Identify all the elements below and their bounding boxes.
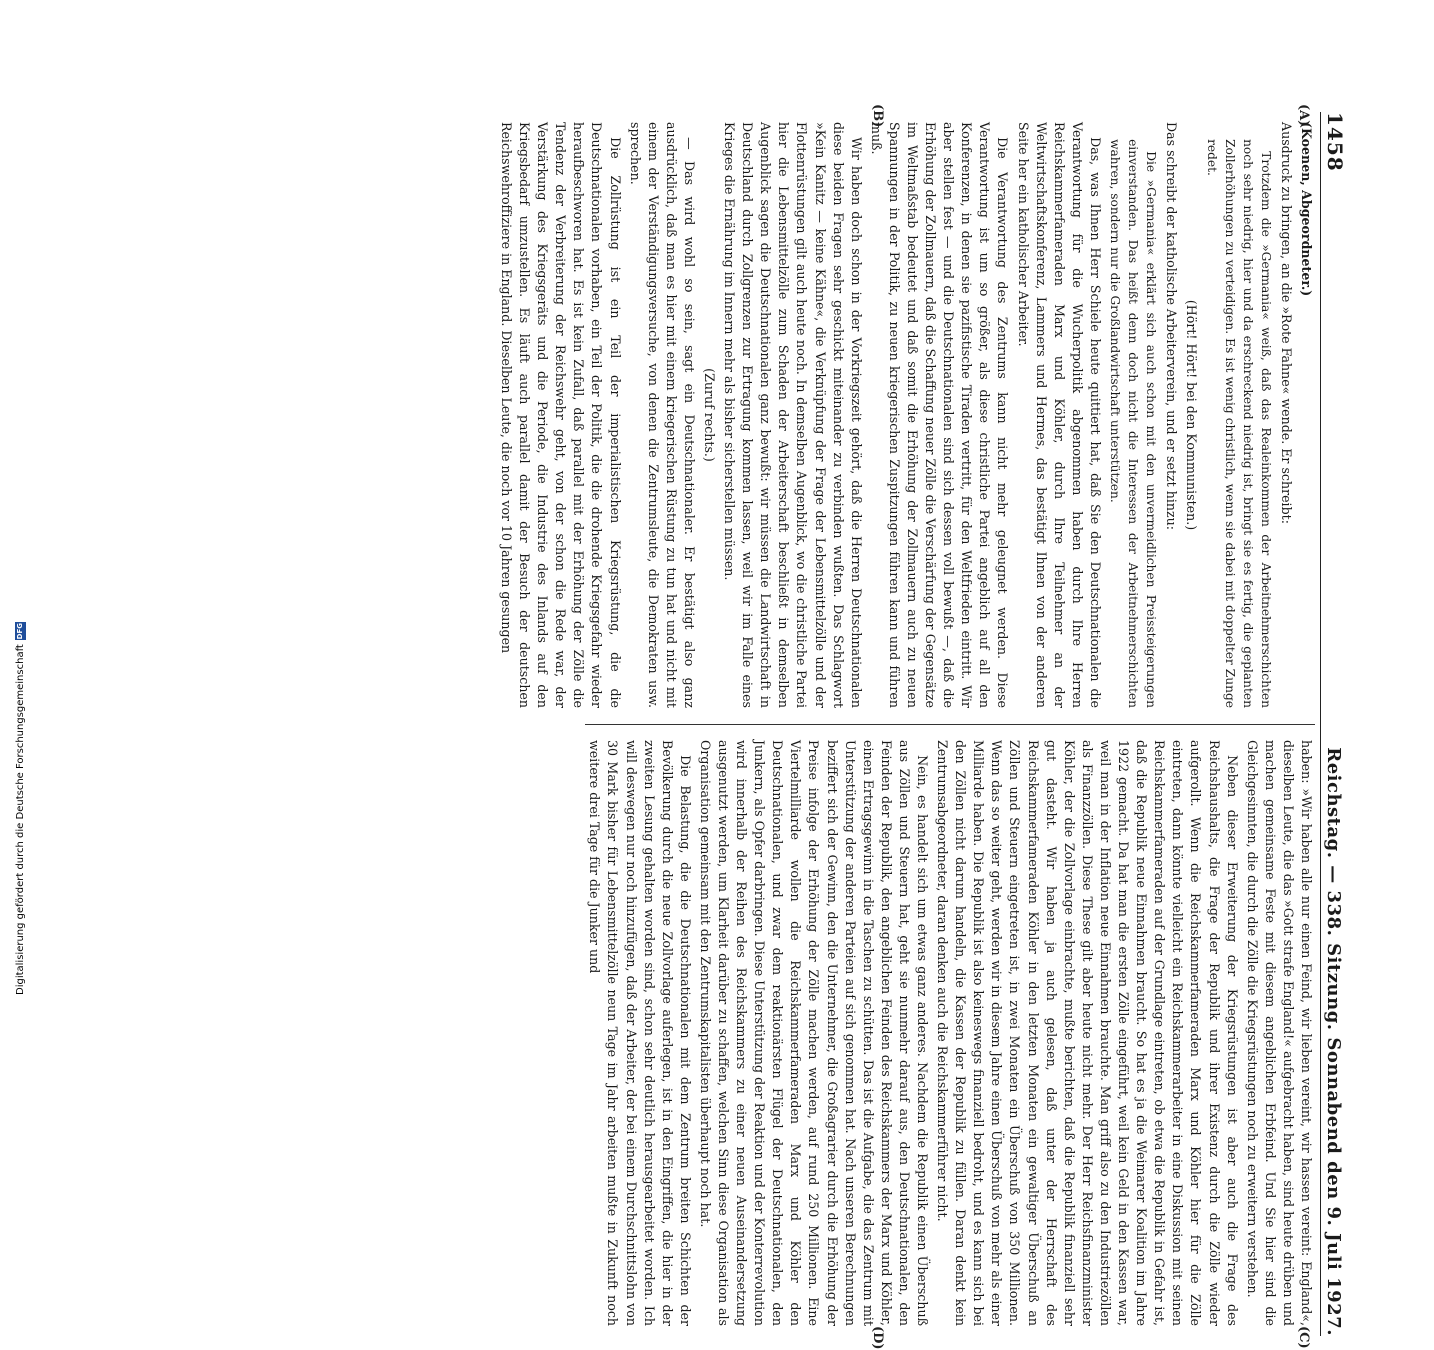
paragraph: Die Zollrüstung ist ein Teil der imperialistischen Kriegsrüstung, die die Deutschnationalen vorhaben, ein Teil der Politik, die die drohende Kriegsgefahr wieder heraufbeschworen hat. Es ist kein Zufall, daß parallel mit der Erhöhung der Zölle die Tendenz der Verbreiterung der Reichswehr geht, von der schon die Rede war, der Verstärkung des Kriegsgeräts und die Periode, die Industrie des Inlands auf den Kriegsbedarf umzustellen. Es läuft auch parallel damit der Besuch der deutschen Reichswehroffiziere in England. Dieselben Leute, die noch vor 10 Jahren gesungen <box>498 122 623 708</box>
paragraph: haben: »Wir haben alle nur einen Feind, wir lieben vereint, wir hassen vereint: England«, dieselben Leute, die das »Gott strafe England!« aufgebracht haben, sind heute drüben und machen gemeinsame Feste mit diesem angeblichen Erbfeind. Und Sie hier sind die Gleichgesinnten, die durch die Zölle die Kriegsrüstungen noch zu erweitern verstehen. <box>1244 740 1314 1326</box>
paragraph: Nein, es handelt sich um etwas ganz anderes. Nachdem die Republik einen Überschuß aus Zöllen und Steuern hat, geht sie nunmehr darauf aus, den Deutschnationalen, den Feinden der Republik, den angeblichen Feinden des Reichskammers der Marx und Köhler, einen Ertragsgewinn in die Taschen zu schütten. Das ist die Aufgabe, die das Zentrum mit Unterstützung der anderen Parteien auf sich genommen hat. Nach unseren Berechnungen beziffert sich der Gewinn, den die Unternehmer, die Großagrarier durch die Erhöhung der Preise infolge der Erhöhung der Zölle machen werden, auf rund 250 Millionen. Eine Viertelmilliarde wollen die Reichskammerfameraden Marx und Köhler den Deutschnationalen, und zwar dem reaktionärsten Flügel der Deutschnationalen, den Junkern, als Opfer darbringen. Diese Unterstützung der Reaktion und der Konterrevolution wird innerhalb der Reihen des Reichskammers zu einer neuen Auseinandersetzung ausgenutzt werden, um Klarheit darüber zu schaffen, welchen Sinn diese Organisation als Organisation gemeinsam mit den Zentrumskapitalisten überhaupt noch hat. <box>697 740 931 1326</box>
margin-mark-d: (D) <box>870 1326 885 1350</box>
left-column <box>498 122 1315 708</box>
paragraph: Die Verantwortung des Zentrums kann nicht mehr geleugnet werden. Diese Verantwortung ist um so größer, als diese christliche Partei angeblich auf all den Konferenzen, in denen sie pazifistische Tiraden vertritt, für den Weltfrieden eintritt. Wir aber stellen fest — und die Deutschnationalen sind sich dessen voll bewußt —, daß die Erhöhung der Zollmauern, daß die Schaffung neuer Zölle die Verschärfung der Gegensätze im Weltmaßstab bedeutet und daß somit die Erhöhung der Zollmauern auch zu neuen Spannungen in der Politik, zu neuen kriegerischen Zuspitzungen führen kann und führen muß. <box>868 122 1011 708</box>
paragraph: Wir haben doch schon in der Vorkriegszeit gehört, daß die Herren Deutschnationalen diese beiden Fragen sehr geschickt miteinander zu verbinden wußten. Das Schlagwort »Kein Kanitz — keine Kähne«, die Verknüpfung der Frage der Lebensmittelzölle und der Flottenrüstungen gilt auch heute noch. In demselben Augenblick, wo die christliche Partei hier die Lebensmittelzölle zum Schaden der Arbeiterschaft beschließt in demselben Augenblick sagen die Deutschnationalen ganz bewußt: wir müssen die Landwirtschaft in Deutschland durch Zollgrenzen zur Ertragung kommen lassen, weil wir im Falle eines Krieges die Ernährung im Innern mehr als bisher sicherstellen müssen. <box>722 122 864 708</box>
quoted-passage: Die »Germania« erklärt sich auch schon mit den unvermeidlichen Preissteigerungen einverstanden. Das heißt denn doch nicht die Interessen der Arbeitnehmerschichten wahren, sondern nur die Großlandwirtschaft unterstützen. <box>1108 139 1159 708</box>
margin-mark-a: (A) <box>1296 104 1311 127</box>
column-divider <box>585 724 1315 725</box>
interjection: (Zuruf rechts.) <box>702 368 717 462</box>
credit-text: Digitalisierung gefördert durch die Deutsche Forschungsgemeinschaft <box>14 644 26 995</box>
paragraph: Ausdruck zu bringen, an die »Rote Fahne« wende. Er schreibt: <box>1278 122 1294 524</box>
dfg-logo-icon: DFG <box>15 622 24 640</box>
paragraph: Das, was Ihnen Herr Schiele heute quittiert hat, daß Sie den Deutschnationalen die Verantwortung für die Wucherpolitik abgenommen haben durch Ihre Herren Reichskammerfameraden Marx und Köhler, durch Ihre Teilnehmer an der Weltwirtschaftskonferenz, Lammers und Hermes, das bestätigt Ihnen von der anderen Seite her ein katholischer Arbeiter. <box>1015 122 1103 708</box>
right-column <box>585 740 1315 1326</box>
interjection: (Hört! Hört! bei den Kommunisten.) <box>1184 299 1200 531</box>
quoted-passage: Trotzdem die »Germania« weiß, daß das Realeinkommen der Arbeitnehmerschichten noch sehr niedrig, hier und da erschreckend niedrig ist, bringt sie es fertig, die geplanten Zollerhöhungen zu verteidigen. Es ist wenig christlich, wenn sie dabei mit doppelter Zunge redet. <box>1204 139 1273 708</box>
page-number: 1458 <box>1323 112 1347 172</box>
paragraph: Die Belastung, die die Deutschnationalen mit dem Zentrum breiten Schichten der Bevölkerung durch die neue Zollvorlage auferlegen, ist in den Eingriffen, die hier in der zweiten Lesung gehalten worden sind, schon sehr deutlich herausgearbeitet worden. Ich will deswegen nur noch hinzufügen, daß der Arbeiter, der bei einem Durchschnittslohn von 30 Mark bisher für Lebensmittelzölle neun Tage im Jahr arbeiten mußte in Zukunft noch weitere drei Tage für die Junker und <box>587 740 693 1326</box>
paragraph: Neben dieser Erweiterung der Kriegsrüstungen ist aber auch die Frage des Reichshaushalts, die Frage der Republik und ihrer Existenz durch die Zölle wieder aufgerollt. Wenn die Reichskammerfameraden Marx und Köhler hier für die Zölle eintreten, dann könnte vielleicht ein Reichskammerarbeiter in eine Diskussion mit seinen Reichskammerfameraden auf der Grundlage eintreten, ob etwa die Republik in Gefahr ist, daß die Republik neue Einnahmen braucht. So hat es ja die Weimarer Koalition im Jahre 1922 gemacht. Da hat man die ersten Zölle eingeführt, weil kein Geld in den Kassen war, weil man in der Inflation neue Einnahmen brauchte. Man griff also zu den Industriezöllen als Finanzzöllen. Diese These gilt aber heute nicht mehr. Der Herr Reichsfinanzminister Köhler, der die Zollvorlage einbrachte, mußte berichten, daß die Republik finanziell sehr gut dasteht. Wir haben ja auch gelesen, daß unter der Herrschaft des Reichskammerfameraden Köhler in den letzten Monaten ein gewaltiger Überschuß an Zöllen und Steuern eingetreten ist, in zwei Monaten ein Überschuß von 350 Millionen. Wenn das so weiter geht, werden wir in diesem Jahre einen Überschuß von mehr als einer Milliarde haben. Die Republik ist also keineswegs finanziell bedroht, und es kann sich bei den Zöllen nicht darum handeln, die Kassen der Republik zu füllen. Daran denkt kein Zentrumsabgeordneter, daran denken auch die Reichskammerführer nicht. <box>935 740 1240 1326</box>
margin-mark-c: (C) <box>1296 1326 1311 1349</box>
rotated-document-page <box>105 100 1355 1350</box>
speaker-heading: (Koenen, Abgeordneter.) <box>1299 122 1314 297</box>
digitization-credit <box>0 0 26 1000</box>
paragraph: Das schreibt der katholische Arbeiterverein, und er setzt hinzu: <box>1164 122 1180 530</box>
margin-mark-b: (B) <box>870 104 885 128</box>
paragraph: — Das wird wohl so sein, sagt ein Deutschnationaler. Er bestätigt also ganz ausdrücklich, daß man es hier mit einem kriegerischen Rüstung zu tun hat und nicht mit einem der Verständigungsversuche, von denen die Zentrumsleute, die Demokraten usw. sprechen. <box>627 122 697 708</box>
running-head <box>1320 112 1347 1336</box>
session-title: Reichstag. — 338. Sitzung. Sonnabend den 9. Juli 1927. <box>1323 747 1344 1336</box>
